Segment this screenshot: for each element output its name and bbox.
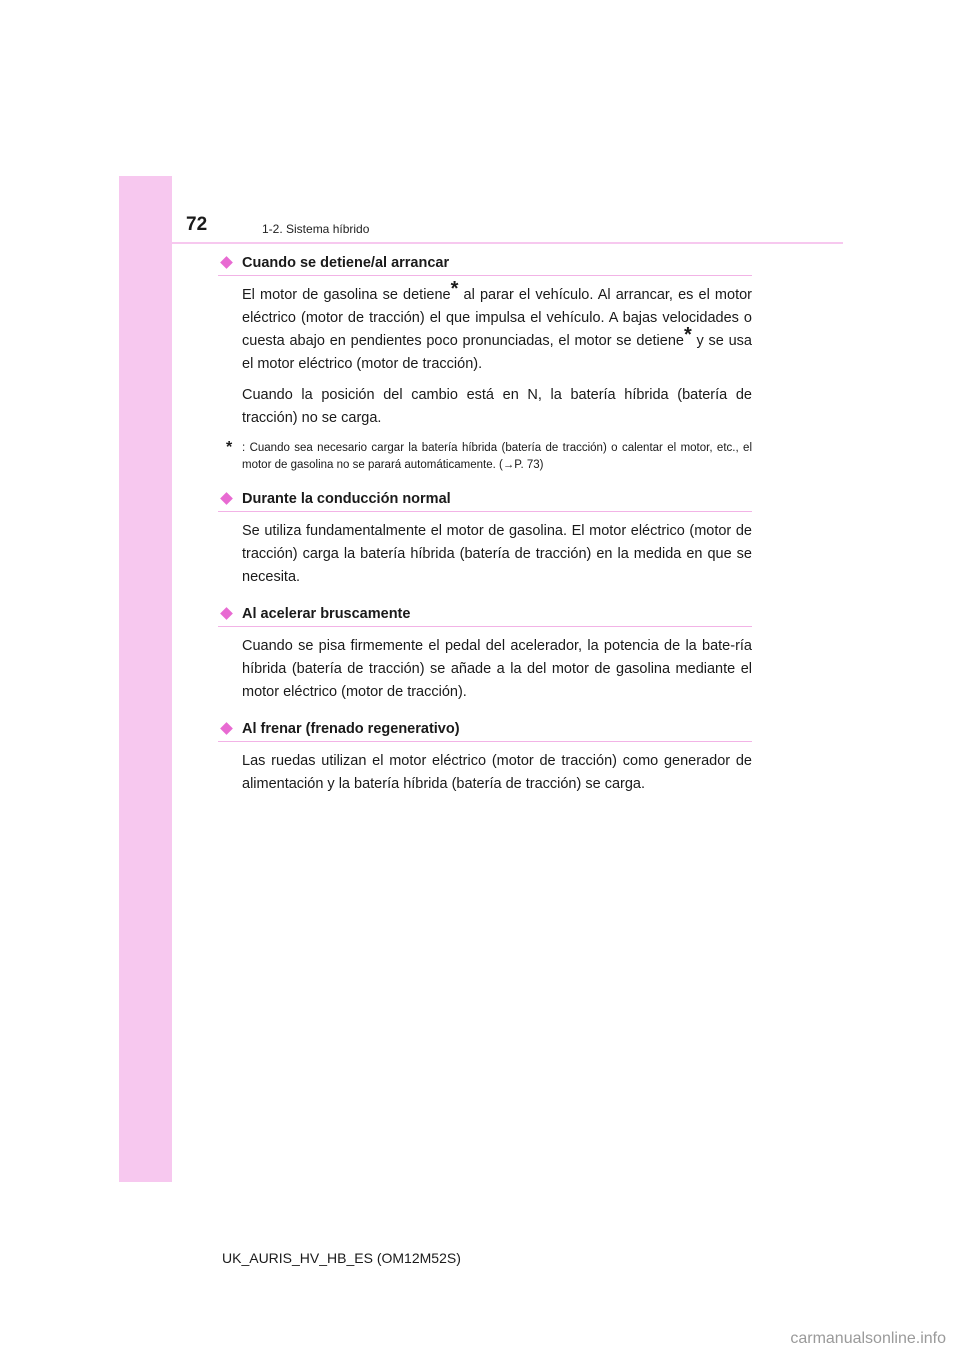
section-heading (218, 488, 752, 510)
footnote-text: : Cuando sea necesario cargar la batería híbrida (batería de tracción) o calentar el motor, etc., el motor de gasolina no se parará automáticamente. (→P. 73) (242, 442, 752, 471)
paragraph: Cuando se pisa firmemente el pedal del acelerador, la potencia de la bate-ría híbrida (batería de tracción) se añade a la del motor de gasolina mediante el motor eléctrico (motor de tracción). (242, 638, 752, 700)
paragraph-text: y se usa el motor eléctrico (motor de tracción). (242, 333, 752, 372)
section-stop-start (218, 252, 752, 474)
document-code: UK_AURIS_HV_HB_ES (OM12M52S) (222, 1250, 461, 1266)
asterisk-mark: * (683, 324, 692, 347)
heading-divider (218, 741, 752, 742)
heading-text: Al frenar (frenado regenerativo) (242, 721, 460, 737)
heading-text: Al acelerar bruscamente (242, 606, 411, 622)
watermark: carmanualsonline.info (790, 1330, 946, 1347)
footnote (226, 439, 752, 474)
page-content (218, 252, 752, 796)
heading-divider (218, 626, 752, 627)
paragraph-text: El motor de gasolina se detiene (242, 287, 451, 303)
diamond-bullet-icon (220, 607, 233, 620)
section-title: 1-2. Sistema híbrido (262, 222, 370, 236)
diamond-bullet-icon (220, 492, 233, 505)
heading-text: Cuando se detiene/al arrancar (242, 255, 450, 271)
section-heading (218, 603, 752, 625)
heading-text: Durante la conducción normal (242, 491, 451, 507)
diamond-bullet-icon (220, 256, 233, 269)
paragraph: Las ruedas utilizan el motor eléctrico (motor de tracción) como generador de alimentación y la batería híbrida (batería de tracción) se carga. (242, 753, 752, 792)
section-heading (218, 252, 752, 274)
paragraph: Se utiliza fundamentalmente el motor de gasolina. El motor eléctrico (motor de tracción) carga la batería híbrida (batería de tracción) en la medida en que se necesita. (242, 523, 752, 585)
paragraph: Cuando la posición del cambio está en N, la batería híbrida (batería de tracción) no se carga. (242, 387, 752, 426)
paragraph (242, 278, 752, 376)
footnote-asterisk: * (226, 439, 233, 456)
section-regenerative-braking (218, 718, 752, 796)
page-number: 72 (186, 214, 208, 235)
section-normal-driving (218, 488, 752, 589)
header-divider (119, 242, 843, 244)
asterisk-mark: * (450, 278, 459, 301)
section-hard-acceleration (218, 603, 752, 704)
heading-divider (218, 511, 752, 512)
heading-divider (218, 275, 752, 276)
paragraph-text: al parar el vehículo. Al arrancar, es el motor eléctrico (motor de tracción) el que impulsa el vehículo. A bajas velocidades o cuesta abajo en pendientes poco pronunciadas, el motor se detiene (242, 287, 752, 349)
section-heading (218, 718, 752, 740)
diamond-bullet-icon (220, 722, 233, 735)
side-tab-bar (119, 176, 172, 1182)
